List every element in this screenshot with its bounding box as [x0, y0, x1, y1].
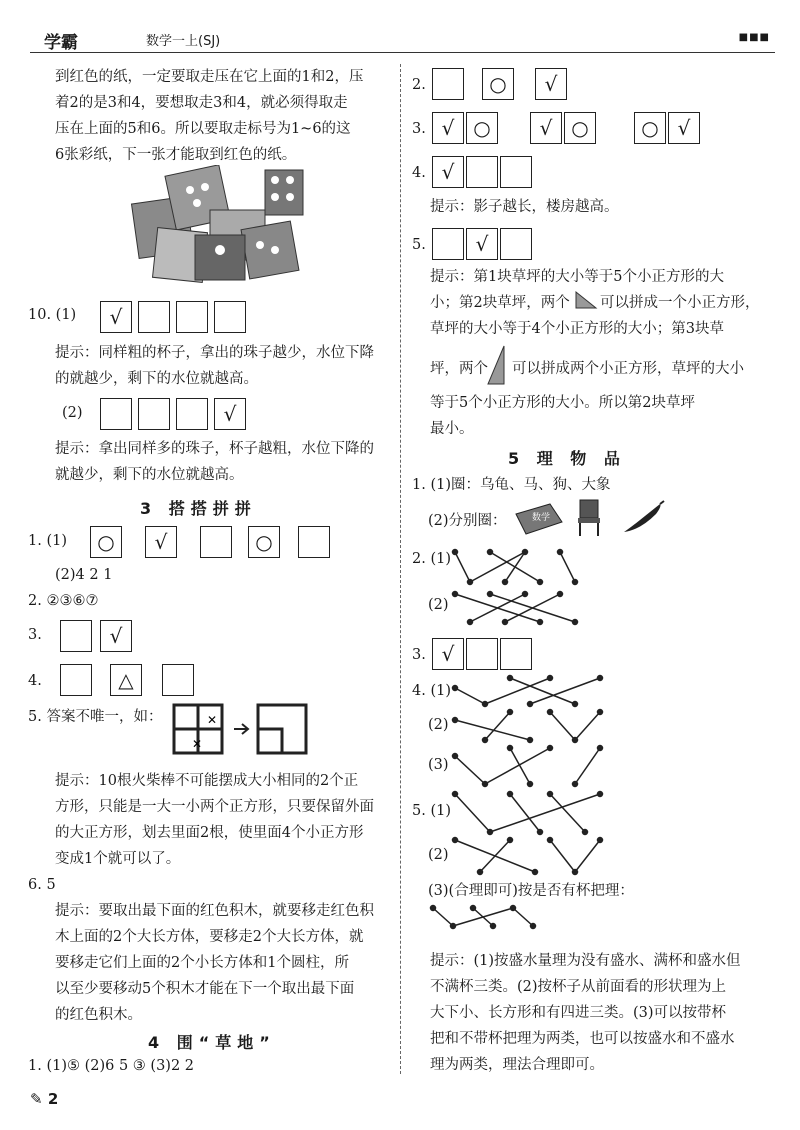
answer-box [138, 398, 170, 430]
hint-line: 的红色积木。 [55, 1007, 142, 1023]
circle-mark: ○ [255, 530, 273, 554]
hint-line: 理为两类，理法合理即可。 [430, 1057, 604, 1073]
answer-box [90, 526, 122, 558]
s5-q3-label: 3. [412, 647, 426, 663]
answer-box [530, 112, 562, 144]
check-mark: √ [544, 72, 558, 96]
answer-box [466, 112, 498, 144]
answer-box [110, 664, 142, 696]
matching-lines [450, 674, 610, 708]
page-footer [30, 1090, 58, 1108]
answer-box [100, 301, 132, 333]
s5-q1-2: (2)分别圈： [428, 513, 507, 529]
answer-box [500, 638, 532, 670]
hint-line: 提示：第1块草坪的大小等于5个小正方形的大 [430, 269, 724, 285]
page-number: 2 [47, 1090, 59, 1108]
s4-q1: 1. (1)⑤ (2)6 5 ③ (3)2 2 [28, 1058, 195, 1074]
answer-box [100, 620, 132, 652]
matching-lines [450, 790, 610, 836]
section-5-title: 5 理 物 品 [508, 449, 626, 468]
s3-q3-label: 3. [28, 627, 42, 643]
matching-lines [428, 902, 538, 932]
para-line: 6张彩纸，下一张才能取到红色的纸。 [55, 147, 297, 163]
hint-line: 的就越少，剩下的水位就越高。 [55, 371, 258, 387]
answer-box [466, 638, 498, 670]
answer-box [214, 398, 246, 430]
pencil-icon: ✎ [30, 1090, 43, 1108]
page-header [30, 22, 775, 56]
s5-q2-2: (2) [428, 597, 449, 613]
hint-line: 把和不带杯把理为两类，也可以按盛水和不盛水 [430, 1031, 735, 1047]
answer-box [500, 228, 532, 260]
tall-triangle-icon [486, 344, 506, 386]
hint-line: 的大正方形，划去里面2根，使里面4个小正方形 [55, 825, 364, 841]
matching-lines [450, 548, 580, 588]
answer-box [535, 68, 567, 100]
answer-box [60, 664, 92, 696]
answer-box [432, 112, 464, 144]
matching-lines [450, 590, 580, 626]
hint-line: 就越少，剩下的水位就越高。 [55, 467, 244, 483]
s3-q1-label: 1. (1) [28, 533, 67, 549]
circle-mark: ○ [97, 530, 115, 554]
s5-q2-1: 2. (1) [412, 551, 451, 567]
answer-box [60, 620, 92, 652]
answer-box [248, 526, 280, 558]
s5-q4-1: 4. (1) [412, 683, 451, 699]
answer-box [432, 228, 464, 260]
paper-pile-illustration [125, 165, 310, 285]
hint-line: 坪，两个 [430, 361, 488, 377]
check-mark: √ [441, 116, 455, 140]
check-mark: √ [109, 305, 123, 329]
answer-box [432, 68, 464, 100]
book-label: 数学 [532, 513, 551, 523]
section-4-title: 4 围“草地” [148, 1033, 276, 1052]
hint-line: 提示：要取出最下面的红色积木，就要移走红色积 [55, 903, 374, 919]
answer-box [176, 398, 208, 430]
pepper-icon [620, 500, 666, 536]
s3-q5-label: 5. 答案不唯一，如： [28, 709, 163, 725]
hint-line: 以至少要移动5个积木才能在下一个取出最下面 [55, 981, 355, 997]
hint-line: 草坪的大小等于4个小正方形的大小；第3块草 [430, 321, 724, 337]
circle-mark: ○ [473, 116, 491, 140]
hint-line: 小；第2块草坪，两个 [430, 295, 570, 311]
check-mark: √ [154, 530, 168, 554]
circle-mark: ○ [641, 116, 659, 140]
check-mark: √ [441, 642, 455, 666]
book-icon [512, 500, 564, 538]
brand-logo: 学霸 [44, 33, 78, 53]
para-line: 压在上面的5和6。所以要取走标号为1~6的这 [55, 121, 351, 137]
hint-line: 不满杯三类。(2)按杯子从前面看的形状理为上 [430, 979, 727, 995]
check-mark: √ [223, 402, 237, 426]
subject-label: 数学一上(SJ) [146, 34, 221, 49]
matchstick-diagram [172, 702, 322, 758]
answer-box [138, 301, 170, 333]
matching-lines [450, 836, 610, 876]
answer-box [145, 526, 177, 558]
hint-line: 提示：10根火柴棒不可能摆成大小相同的2个正 [55, 773, 359, 789]
hint-line: 可以拼成一个小正方形， [600, 295, 760, 311]
r-q4-label: 4. [412, 165, 426, 181]
s5-q5-1: 5. (1) [412, 803, 451, 819]
q10-1-label: 10. (1) [28, 307, 77, 323]
hint-line: 方形，只能是一大一小两个正方形，只要保留外面 [55, 799, 374, 815]
header-marks: ■■■ [738, 32, 770, 43]
hint-line: 可以拼成两个小正方形，草坪的大小 [512, 361, 744, 377]
answer-box [500, 156, 532, 188]
s5-q5-2: (2) [428, 847, 449, 863]
answer-box [214, 301, 246, 333]
answer-box [432, 638, 464, 670]
s3-q4-label: 4. [28, 673, 42, 689]
answer-box [176, 301, 208, 333]
triangle-icon [574, 290, 598, 310]
circle-mark: ○ [489, 72, 507, 96]
hint-line: 提示：(1)按盛水量理为没有盛水、满杯和盛水但 [430, 953, 741, 969]
r-q3-label: 3. [412, 121, 426, 137]
header-rule [30, 52, 775, 53]
hint-line: 提示：同样粗的杯子，拿出的珠子越少，水位下降 [55, 345, 374, 361]
check-mark: √ [109, 624, 123, 648]
answer-box [564, 112, 596, 144]
s3-q1-2: (2)4 2 1 [55, 567, 113, 583]
svg-text:✕: ✕ [192, 737, 203, 751]
answer-box [200, 526, 232, 558]
matching-lines [450, 744, 610, 788]
column-divider [400, 64, 401, 1074]
chair-icon [574, 498, 604, 538]
answer-box [432, 156, 464, 188]
answer-box [466, 156, 498, 188]
para-line: 到红色的纸，一定要取走压在它上面的1和2，压 [55, 69, 364, 85]
s5-q4-3: (3) [428, 757, 449, 773]
r-q2-label: 2. [412, 77, 426, 93]
s5-q1-1: 1. (1)圈：乌龟、马、狗、大象 [412, 477, 611, 493]
triangle-mark: △ [118, 668, 134, 692]
hint-line: 提示：影子越长，楼房越高。 [430, 199, 619, 215]
hint-line: 要移走它们上面的2个小长方体和1个圆柱，所 [55, 955, 349, 971]
svg-text:✕: ✕ [207, 713, 218, 727]
s3-q6: 6. 5 [28, 877, 56, 893]
q10-2-label: (2) [62, 405, 83, 421]
matching-lines [450, 708, 610, 744]
check-mark: √ [441, 160, 455, 184]
hint-line: 提示：拿出同样多的珠子，杯子越粗，水位下降的 [55, 441, 374, 457]
section-3-title: 3 搭搭拼拼 [140, 499, 257, 518]
answer-box [100, 398, 132, 430]
check-mark: √ [475, 232, 489, 256]
hint-line: 等于5个小正方形的大小。所以第2块草坪 [430, 395, 695, 411]
hint-line: 最小。 [430, 421, 474, 437]
answer-box [298, 526, 330, 558]
hint-line: 大下小、长方形和有四进三类。(3)可以按带杯 [430, 1005, 727, 1021]
hint-line: 变成1个就可以了。 [55, 851, 181, 867]
check-mark: √ [677, 116, 691, 140]
para-line: 着2的是3和4，要想取走3和4，就必须得取走 [55, 95, 348, 111]
check-mark: √ [539, 116, 553, 140]
circle-mark: ○ [571, 116, 589, 140]
r-q5-label: 5. [412, 237, 426, 253]
answer-box [482, 68, 514, 100]
answer-box [466, 228, 498, 260]
s5-q5-3: (3)(合理即可)按是否有杯把理： [428, 883, 634, 899]
s5-q4-2: (2) [428, 717, 449, 733]
answer-box [634, 112, 666, 144]
answer-box [668, 112, 700, 144]
answer-box [162, 664, 194, 696]
hint-line: 木上面的2个大长方体，要移走2个大长方体，就 [55, 929, 364, 945]
s3-q2: 2. ②③⑥⑦ [28, 593, 99, 609]
